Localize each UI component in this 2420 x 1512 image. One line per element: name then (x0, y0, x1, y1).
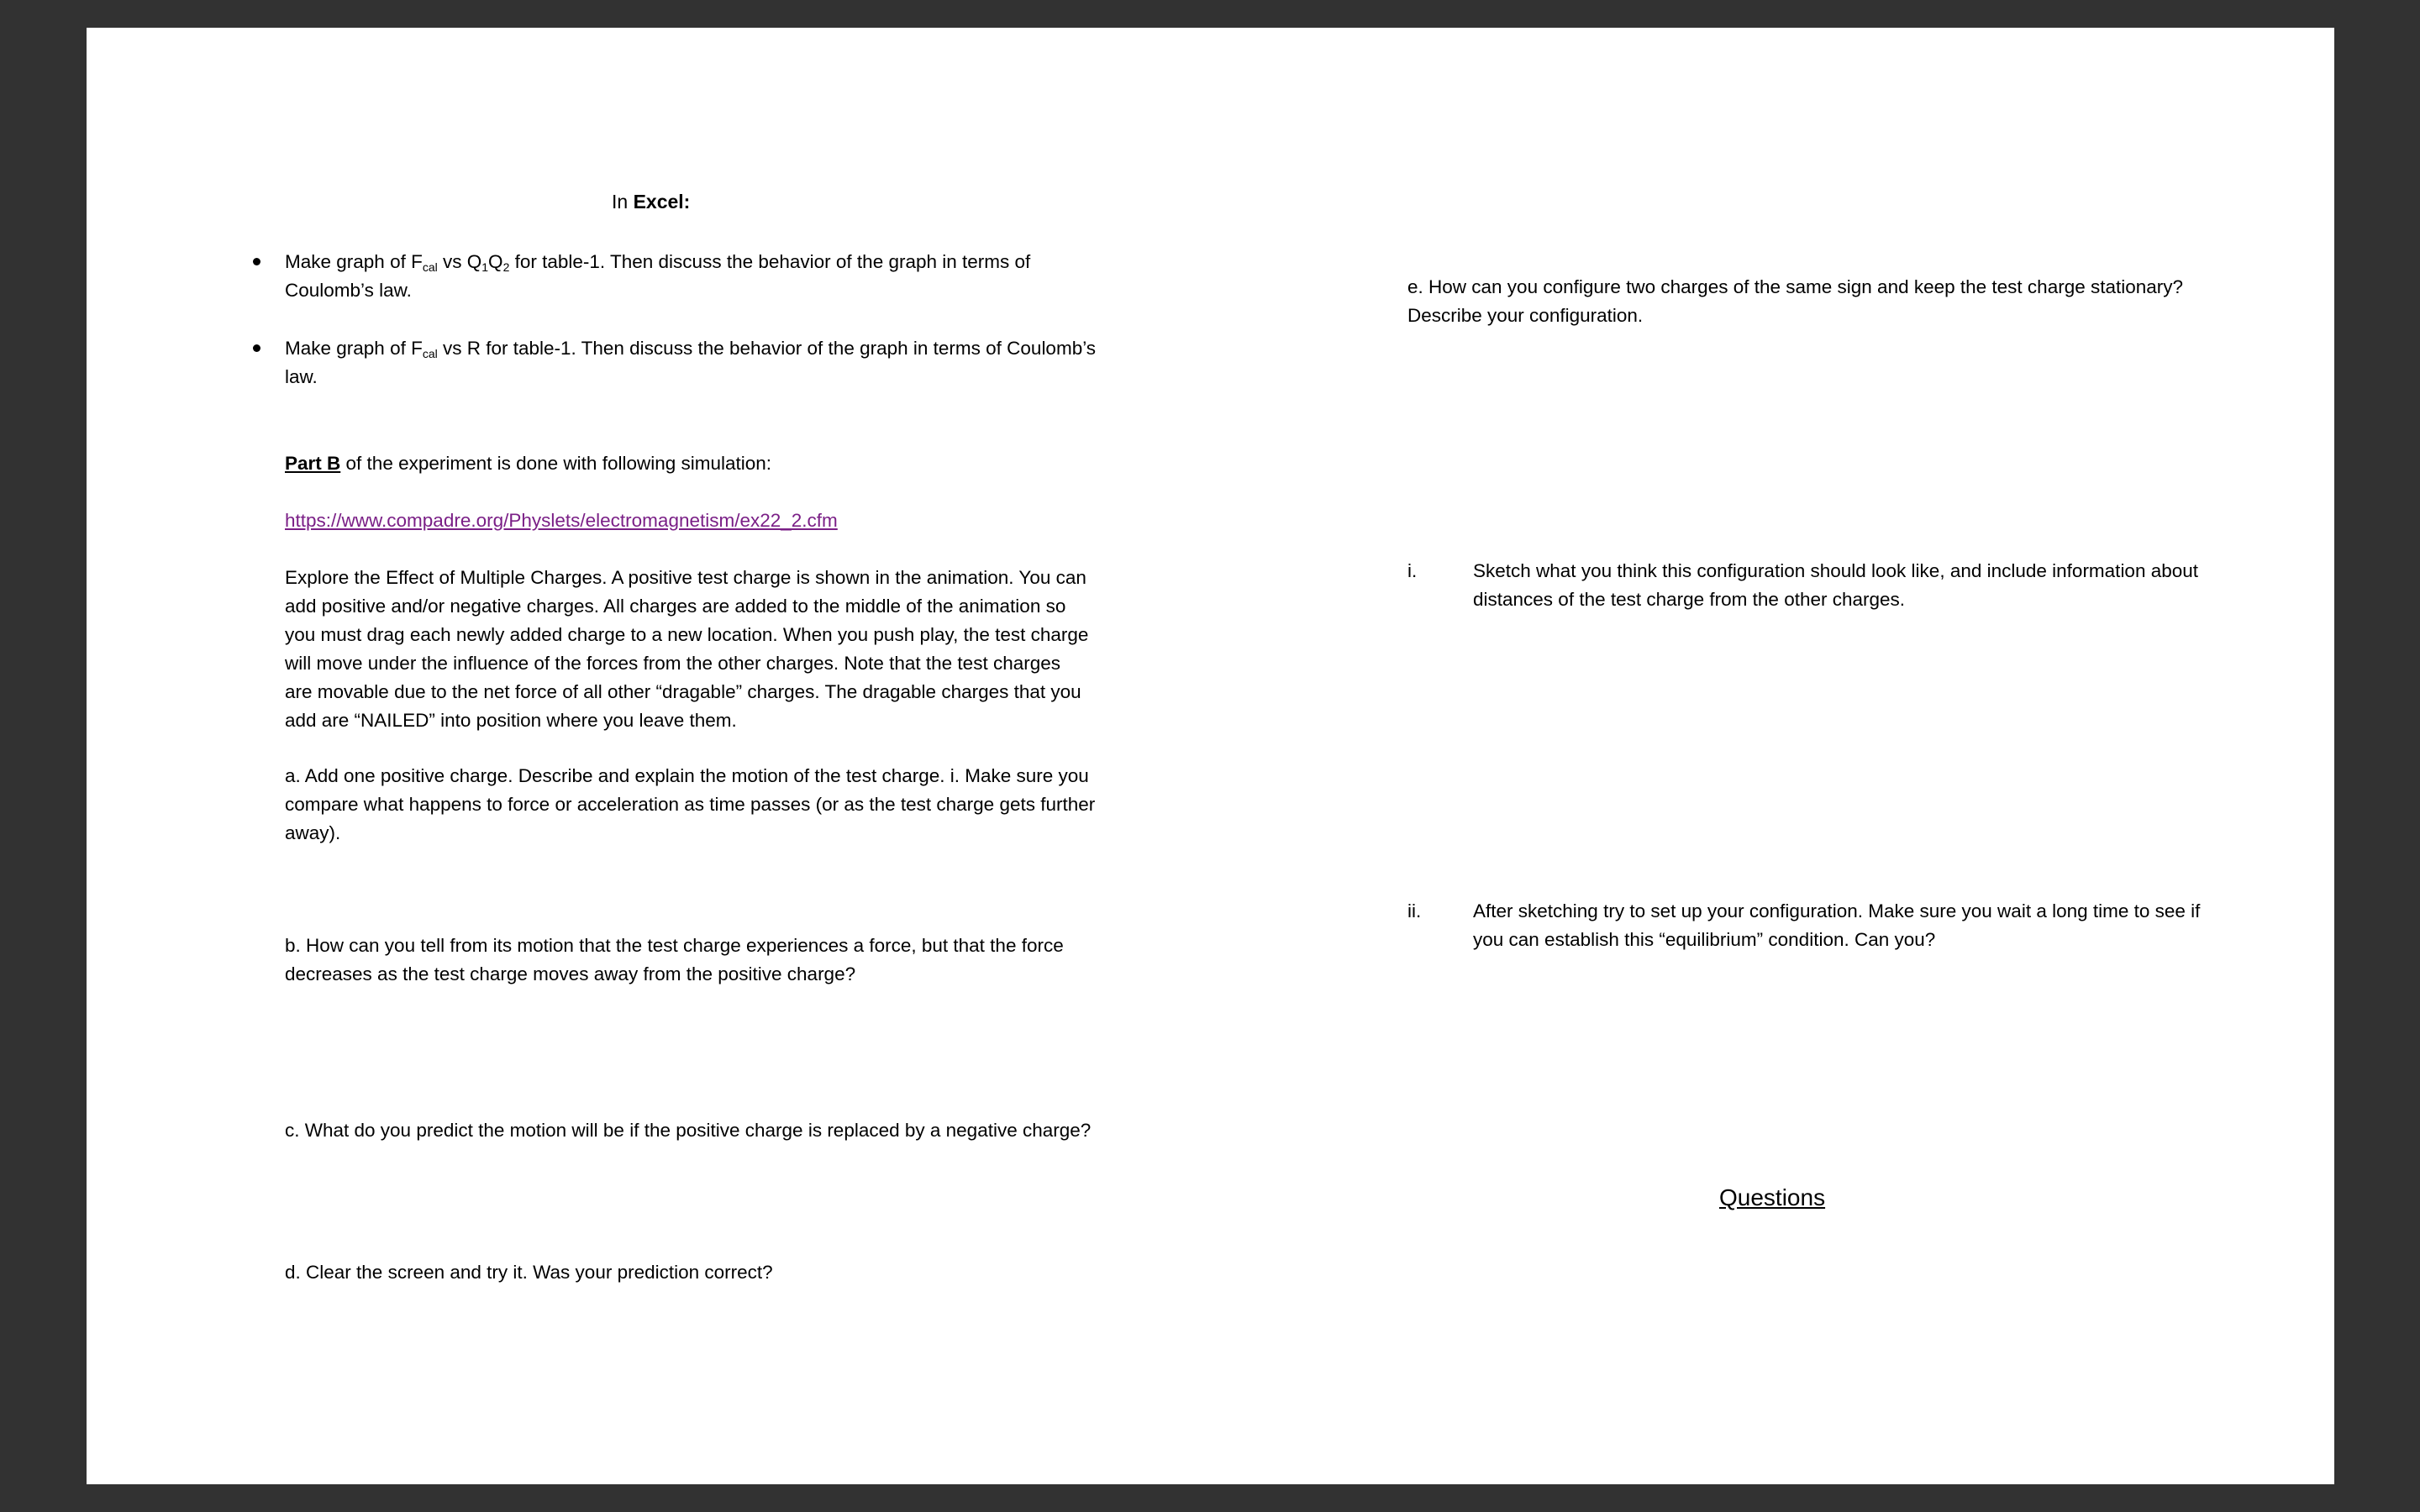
part-b-label: Part B (285, 453, 341, 474)
item-line: distances of the test charge from the other charges. (1473, 589, 1906, 610)
item-line: Sketch what you think this configuration should look like, and include information about (1473, 560, 2199, 581)
question-line: away). (285, 822, 341, 843)
paragraph-line: Explore the Effect of Multiple Charges. A positive test charge is shown in the animation. You can (285, 567, 1086, 588)
question-line: decreases as the test charge moves away from the positive charge? (285, 963, 856, 984)
bullet-dot (253, 258, 260, 265)
question-line: a. Add one positive charge. Describe and explain the motion of the test charge. i. Make sure you (285, 765, 1089, 786)
item-line: After sketching try to set up your configuration. Make sure you wait a long time to see if (1473, 900, 2201, 921)
question-c: c. What do you predict the motion will be if the positive charge is replaced by a negative charge? (285, 1120, 1092, 1141)
bullet-line: Coulomb’s law. (285, 280, 412, 301)
bullet-line: Make graph of $F_{cal}$ vs R for table-1. Then discuss the behavior of the graph in terms of Coulomb’s (285, 338, 1097, 360)
item-i-marker: i. (1407, 560, 1418, 581)
paragraph-line: are movable due to the net force of all other “dragable” charges. The dragable charges that you (285, 681, 1081, 702)
in-excel-heading (612, 187, 690, 216)
paragraph-line: you must drag each newly added charge to a new location. When you push play, the test charge (285, 624, 1089, 645)
item-i-text (1473, 557, 2198, 614)
item-line: you can establish this “equilibrium” condition. Can you? (1473, 929, 1936, 950)
heading-main: Excel: (633, 191, 691, 213)
question-line: Describe your configuration. (1407, 305, 1644, 326)
questions-heading: Questions (1719, 1184, 1826, 1210)
simulation-link[interactable]: https://www.compadre.org/Physlets/electromagnetism/ex22_2.cfm (285, 510, 838, 531)
question-a (285, 762, 1095, 848)
question-e (1407, 273, 2183, 330)
part-b-intro: Part B of the experiment is done with following simulation: (285, 453, 772, 474)
paragraph-line: add are “NAILED” into position where you leave them. (285, 710, 737, 731)
bullet-dot (253, 344, 260, 352)
question-b (285, 932, 1064, 989)
item-ii-text (1473, 897, 2200, 954)
question-line: b. How can you tell from its motion that the test charge experiences a force, but that the force (285, 935, 1064, 956)
question-line: e. How can you configure two charges of the same sign and keep the test charge stationary? (1407, 276, 2184, 297)
item-ii-marker: ii. (1407, 900, 1422, 921)
bullet-item-fcal-vs-q1q2 (285, 248, 1030, 305)
heading-prefix: In (612, 191, 629, 213)
question-d: d. Clear the screen and try it. Was your prediction correct? (285, 1262, 773, 1283)
paragraph-line: add positive and/or negative charges. All charges are added to the middle of the animation so (285, 596, 1066, 617)
bullet-item-fcal-vs-r (285, 334, 1096, 391)
bullet-line: law. (285, 366, 318, 387)
paragraph-line: will move under the influence of the forces from the other charges. Note that the test charges (285, 653, 1060, 674)
document-page (87, 28, 2334, 1484)
bullet-line: Make graph of $F_{cal}$ vs $Q_1Q_2$ for table-1. Then discuss the behavior of the graph in terms of (285, 251, 1031, 274)
explore-paragraph (285, 564, 1088, 735)
question-line: compare what happens to force or acceleration as time passes (or as the test charge gets further (285, 794, 1096, 815)
